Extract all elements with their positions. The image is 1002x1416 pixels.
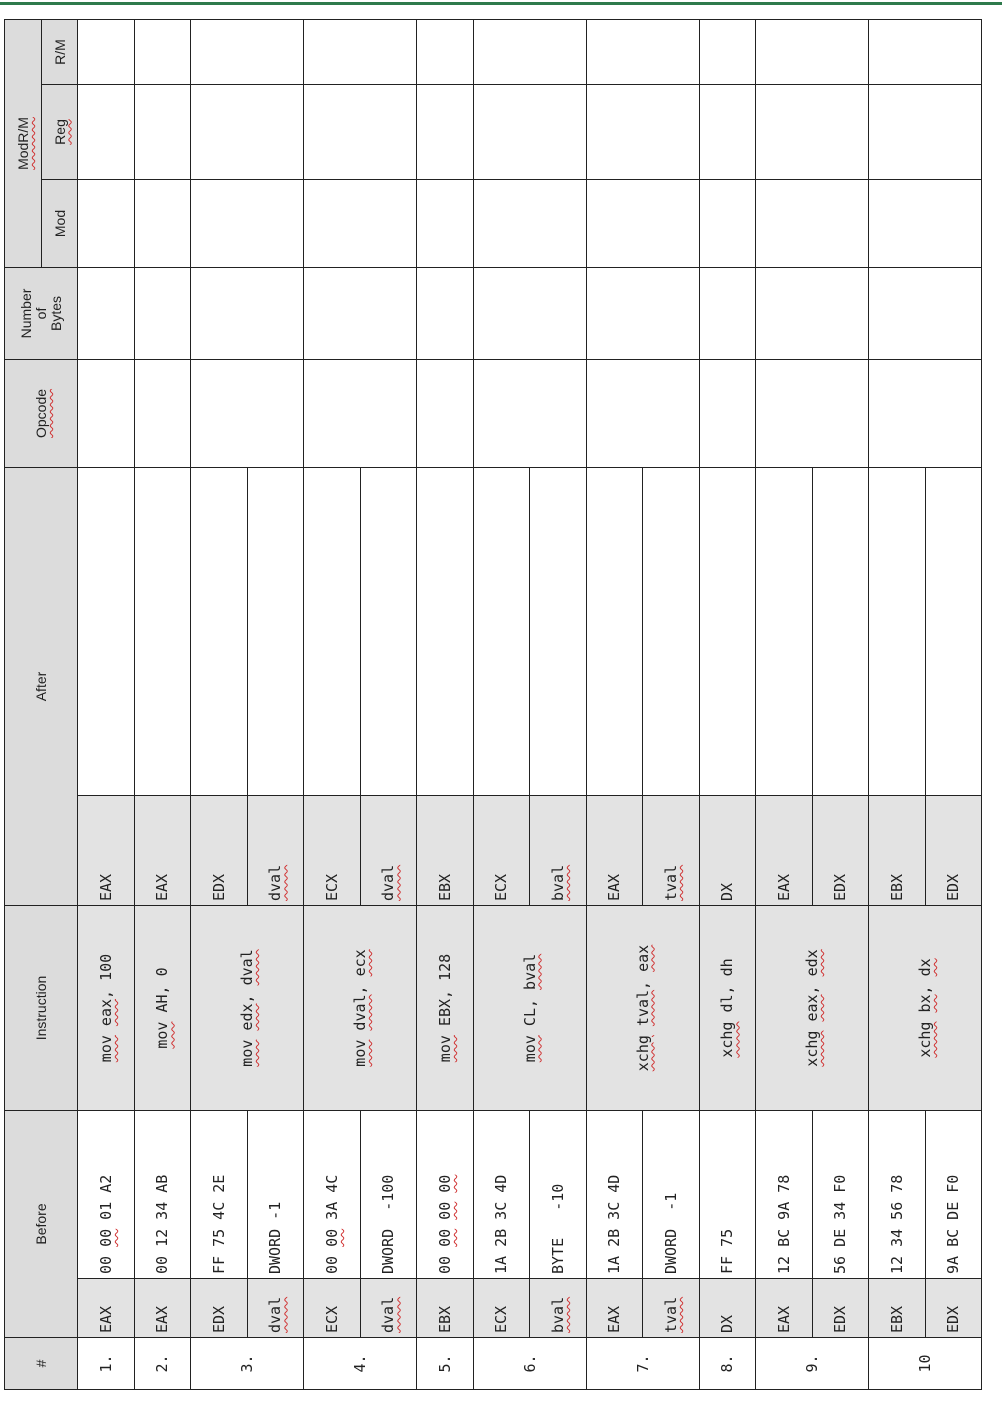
reg-cell	[869, 84, 982, 179]
row-number: 1.	[78, 1338, 135, 1390]
instruction-table	[4, 19, 982, 1390]
before-register: EAX	[756, 1279, 813, 1338]
mod-cell	[756, 179, 869, 267]
header-before: Before	[5, 1111, 78, 1338]
after-value	[247, 467, 304, 795]
opcode-cell	[134, 359, 191, 467]
table-row	[586, 19, 643, 1389]
before-value: FF 75	[699, 1111, 756, 1279]
rm-cell	[586, 19, 699, 84]
after-register: EAX	[756, 796, 813, 906]
header-reg: Reg	[42, 84, 78, 179]
table-row	[756, 19, 813, 1389]
after-value	[643, 467, 700, 795]
opcode-cell	[304, 359, 417, 467]
after-register: EAX	[586, 796, 643, 906]
after-register: EDX	[191, 796, 248, 906]
opcode-cell	[699, 359, 756, 467]
reg-cell	[473, 84, 586, 179]
after-register: EDX	[812, 796, 869, 906]
before-value: FF 75 4C 2E	[191, 1111, 248, 1279]
instruction: mov dval, ecx	[304, 906, 417, 1111]
after-value	[78, 467, 135, 795]
bottom-border-line	[0, 2, 1002, 5]
bytes-cell	[756, 267, 869, 359]
after-value	[417, 467, 474, 795]
row-number: 2.	[134, 1338, 191, 1390]
before-value: 9A BC DE F0	[925, 1111, 982, 1279]
rm-cell	[699, 19, 756, 84]
row-number: 4.	[304, 1338, 417, 1390]
after-value	[756, 467, 813, 795]
opcode-cell	[78, 359, 135, 467]
bytes-cell	[134, 267, 191, 359]
instruction: xchg tval, eax	[586, 906, 699, 1111]
after-register: EBX	[869, 796, 926, 906]
before-value: 00 12 34 AB	[134, 1111, 191, 1279]
opcode-cell	[191, 359, 304, 467]
before-register: dval	[360, 1279, 417, 1338]
opcode-cell	[417, 359, 474, 467]
bytes-cell	[699, 267, 756, 359]
after-register: bval	[530, 796, 587, 906]
table-row	[473, 19, 530, 1389]
header-after: After	[5, 467, 78, 905]
bytes-cell	[586, 267, 699, 359]
mod-cell	[699, 179, 756, 267]
rm-cell	[191, 19, 304, 84]
reg-cell	[699, 84, 756, 179]
header-number-of-bytes: Number of Bytes	[5, 267, 78, 359]
instruction: xchg dl, dh	[699, 906, 756, 1111]
before-register: EAX	[134, 1279, 191, 1338]
bytes-cell	[417, 267, 474, 359]
before-register: dval	[247, 1279, 304, 1338]
after-value	[586, 467, 643, 795]
after-value	[699, 467, 756, 795]
after-register: DX	[699, 796, 756, 906]
before-register: EBX	[417, 1279, 474, 1338]
after-register: dval	[247, 796, 304, 906]
mod-cell	[473, 179, 586, 267]
rm-cell	[134, 19, 191, 84]
after-value	[869, 467, 926, 795]
before-register: EDX	[191, 1279, 248, 1338]
reg-cell	[78, 84, 135, 179]
table-row	[417, 19, 474, 1389]
before-value: 12 34 56 78	[869, 1111, 926, 1279]
row-number: 8.	[699, 1338, 756, 1390]
instruction: xchg eax, edx	[756, 906, 869, 1111]
after-value	[134, 467, 191, 795]
bytes-cell	[191, 267, 304, 359]
after-value	[473, 467, 530, 795]
header-modrm: ModR/M	[5, 19, 42, 267]
before-value: 00 00 3A 4C	[304, 1111, 361, 1279]
rm-cell	[473, 19, 586, 84]
row-number: 9.	[756, 1338, 869, 1390]
header-mod: Mod	[42, 179, 78, 267]
before-value: 00 00 01 A2	[78, 1111, 135, 1279]
mod-cell	[191, 179, 304, 267]
before-register: EBX	[869, 1279, 926, 1338]
before-value: DWORD -1	[247, 1111, 304, 1279]
mod-cell	[869, 179, 982, 267]
reg-cell	[191, 84, 304, 179]
rm-cell	[869, 19, 982, 84]
instruction: mov EBX, 128	[417, 906, 474, 1111]
rm-cell	[78, 19, 135, 84]
before-value: BYTE -10	[530, 1111, 587, 1279]
rm-cell	[304, 19, 417, 84]
row-number: 5.	[417, 1338, 474, 1390]
before-register: EDX	[812, 1279, 869, 1338]
header-opcode: Opcode	[5, 359, 78, 467]
before-register: EAX	[586, 1279, 643, 1338]
mod-cell	[586, 179, 699, 267]
table-row	[78, 19, 135, 1389]
before-register: EAX	[78, 1279, 135, 1338]
instruction: mov AH, 0	[134, 906, 191, 1111]
after-register: EAX	[134, 796, 191, 906]
before-register: bval	[530, 1279, 587, 1338]
table-row	[304, 19, 361, 1389]
before-value: DWORD -1	[643, 1111, 700, 1279]
opcode-cell	[869, 359, 982, 467]
before-value: 00 00 00 00	[417, 1111, 474, 1279]
instruction: mov edx, dval	[191, 906, 304, 1111]
after-register: ECX	[304, 796, 361, 906]
header-instruction: Instruction	[5, 906, 78, 1111]
after-register: tval	[643, 796, 700, 906]
before-register: tval	[643, 1279, 700, 1338]
before-value: 56 DE 34 F0	[812, 1111, 869, 1279]
before-value: 12 BC 9A 78	[756, 1111, 813, 1279]
table-row	[869, 19, 926, 1389]
rm-cell	[756, 19, 869, 84]
before-value: 1A 2B 3C 4D	[586, 1111, 643, 1279]
after-register: EAX	[78, 796, 135, 906]
after-value	[360, 467, 417, 795]
after-value	[812, 467, 869, 795]
after-register: EBX	[417, 796, 474, 906]
row-number: 7.	[586, 1338, 699, 1390]
after-register: dval	[360, 796, 417, 906]
before-value: DWORD -100	[360, 1111, 417, 1279]
instruction: mov eax, 100	[78, 906, 135, 1111]
after-register: ECX	[473, 796, 530, 906]
after-value	[304, 467, 361, 795]
opcode-cell	[586, 359, 699, 467]
after-value	[191, 467, 248, 795]
rm-cell	[417, 19, 474, 84]
reg-cell	[134, 84, 191, 179]
table-body	[78, 19, 982, 1389]
table-row	[699, 19, 756, 1389]
row-number: 10	[869, 1338, 982, 1390]
instruction: xchg bx, dx	[869, 906, 982, 1111]
instruction: mov CL, bval	[473, 906, 586, 1111]
mod-cell	[134, 179, 191, 267]
bytes-cell	[304, 267, 417, 359]
before-value: 1A 2B 3C 4D	[473, 1111, 530, 1279]
reg-cell	[756, 84, 869, 179]
mod-cell	[78, 179, 135, 267]
table-row	[134, 19, 191, 1389]
before-register: ECX	[304, 1279, 361, 1338]
reg-cell	[586, 84, 699, 179]
mod-cell	[304, 179, 417, 267]
before-register: EDX	[925, 1279, 982, 1338]
before-register: ECX	[473, 1279, 530, 1338]
reg-cell	[417, 84, 474, 179]
before-register: DX	[699, 1279, 756, 1338]
bytes-cell	[869, 267, 982, 359]
bytes-cell	[78, 267, 135, 359]
after-value	[925, 467, 982, 795]
reg-cell	[304, 84, 417, 179]
after-value	[530, 467, 587, 795]
header-rm: R/M	[42, 19, 78, 84]
header-num: #	[5, 1338, 78, 1390]
row-number: 6.	[473, 1338, 586, 1390]
bytes-cell	[473, 267, 586, 359]
opcode-cell	[756, 359, 869, 467]
table-row	[191, 19, 248, 1389]
mod-cell	[417, 179, 474, 267]
opcode-cell	[473, 359, 586, 467]
after-register: EDX	[925, 796, 982, 906]
row-number: 3.	[191, 1338, 304, 1390]
